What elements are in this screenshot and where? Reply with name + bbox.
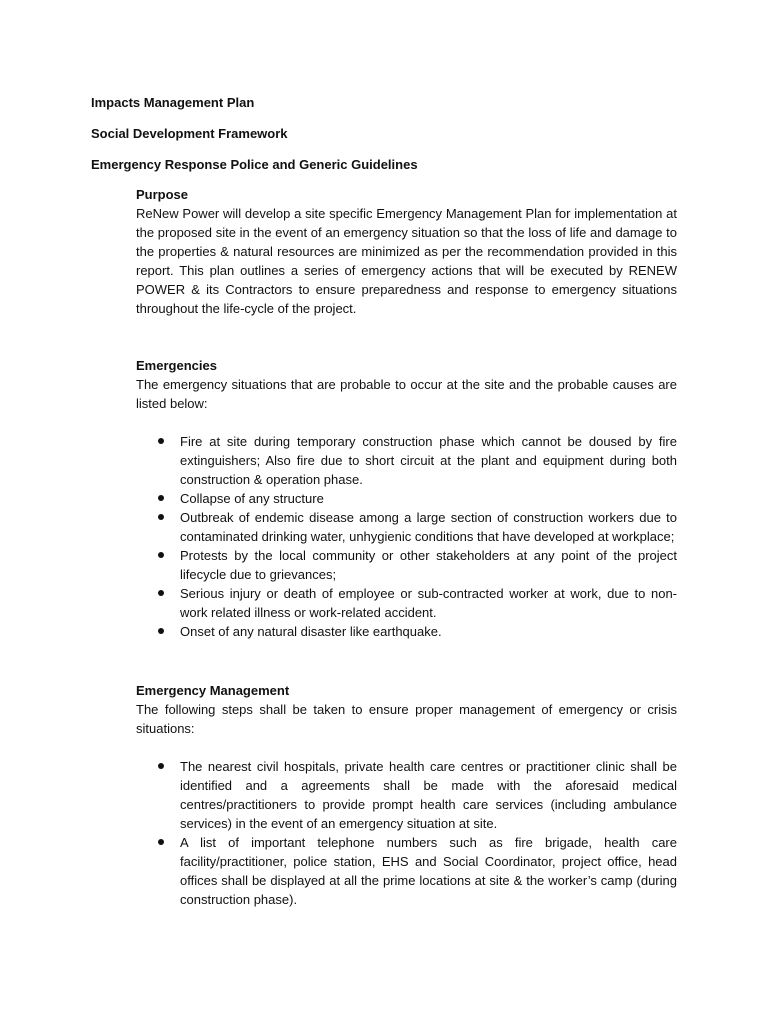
emergencies-intro: The emergency situations that are probable to occur at the site and the probable causes are listed below:: [136, 377, 677, 411]
list-item-text: Collapse of any structure: [180, 491, 324, 506]
bullet-icon: [158, 839, 164, 845]
bullet-icon: [158, 514, 164, 520]
list-item-text: Outbreak of endemic disease among a large section of construction workers due to contaminated drinking water, unhygienic conditions that have developed at workplace;: [180, 510, 677, 544]
emergencies-list: [136, 432, 677, 641]
bullet-icon: [158, 590, 164, 596]
heading-impacts-management-plan: Impacts Management Plan: [91, 95, 255, 110]
purpose-section: [136, 185, 677, 318]
list-item-text: Protests by the local community or other stakeholders at any point of the project lifecycle due to grievances;: [180, 548, 677, 582]
purpose-paragraph: ReNew Power will develop a site specific Emergency Management Plan for implementation at the proposed site in the event of an emergency situation so that the loss of life and damage to the properties & natural resources are minimized as per the recommendation provided in this report. This plan outlines a series of emergency actions that will be executed by RENEW POWER & its Contractors to ensure preparedness and response to emergency situations throughout the life-cycle of the project.: [136, 206, 677, 316]
list-item: [136, 546, 677, 584]
emergency-management-list: [136, 757, 677, 909]
bullet-icon: [158, 628, 164, 634]
bullet-icon: [158, 552, 164, 558]
list-item-text: A list of important telephone numbers such as fire brigade, health care facility/practitioner, police station, EHS and Social Coordinator, project office, head offices shall be displayed at all the prime locations at site & the worker’s camp (during construction phase).: [180, 835, 677, 907]
heading-emergency-response-guidelines: Emergency Response Police and Generic Guidelines: [91, 157, 418, 172]
list-item: [136, 489, 677, 508]
list-item-text: The nearest civil hospitals, private health care centres or practitioner clinic shall be identified and a agreements shall be made with the aforesaid medical centres/practitioners to provide prompt health care services (including ambulance services) in the event of an emergency situation at site.: [180, 759, 677, 831]
list-item: [136, 432, 677, 489]
list-item: [136, 622, 677, 641]
purpose-title: Purpose: [136, 187, 189, 202]
list-item-text: Onset of any natural disaster like earthquake.: [180, 624, 442, 639]
heading-social-development-framework: Social Development Framework: [91, 126, 288, 141]
list-item: [136, 584, 677, 622]
emergency-management-intro: The following steps shall be taken to ensure proper management of emergency or crisis situations:: [136, 702, 677, 736]
list-item-text: Fire at site during temporary construction phase which cannot be doused by fire extinguishers; Also fire due to short circuit at the plant and equipment during both construction & operation phase.: [180, 434, 677, 487]
emergencies-section: [136, 356, 677, 641]
list-item-text: Serious injury or death of employee or sub-contracted worker at work, due to non-work related illness or work-related accident.: [180, 586, 677, 620]
emergencies-title: Emergencies: [136, 358, 217, 373]
list-item: [136, 833, 677, 909]
list-item: [136, 508, 677, 546]
bullet-icon: [158, 438, 164, 444]
list-item: [136, 757, 677, 833]
emergency-management-section: [136, 681, 677, 909]
emergency-management-title: Emergency Management: [136, 683, 290, 698]
bullet-icon: [158, 495, 164, 501]
bullet-icon: [158, 763, 164, 769]
